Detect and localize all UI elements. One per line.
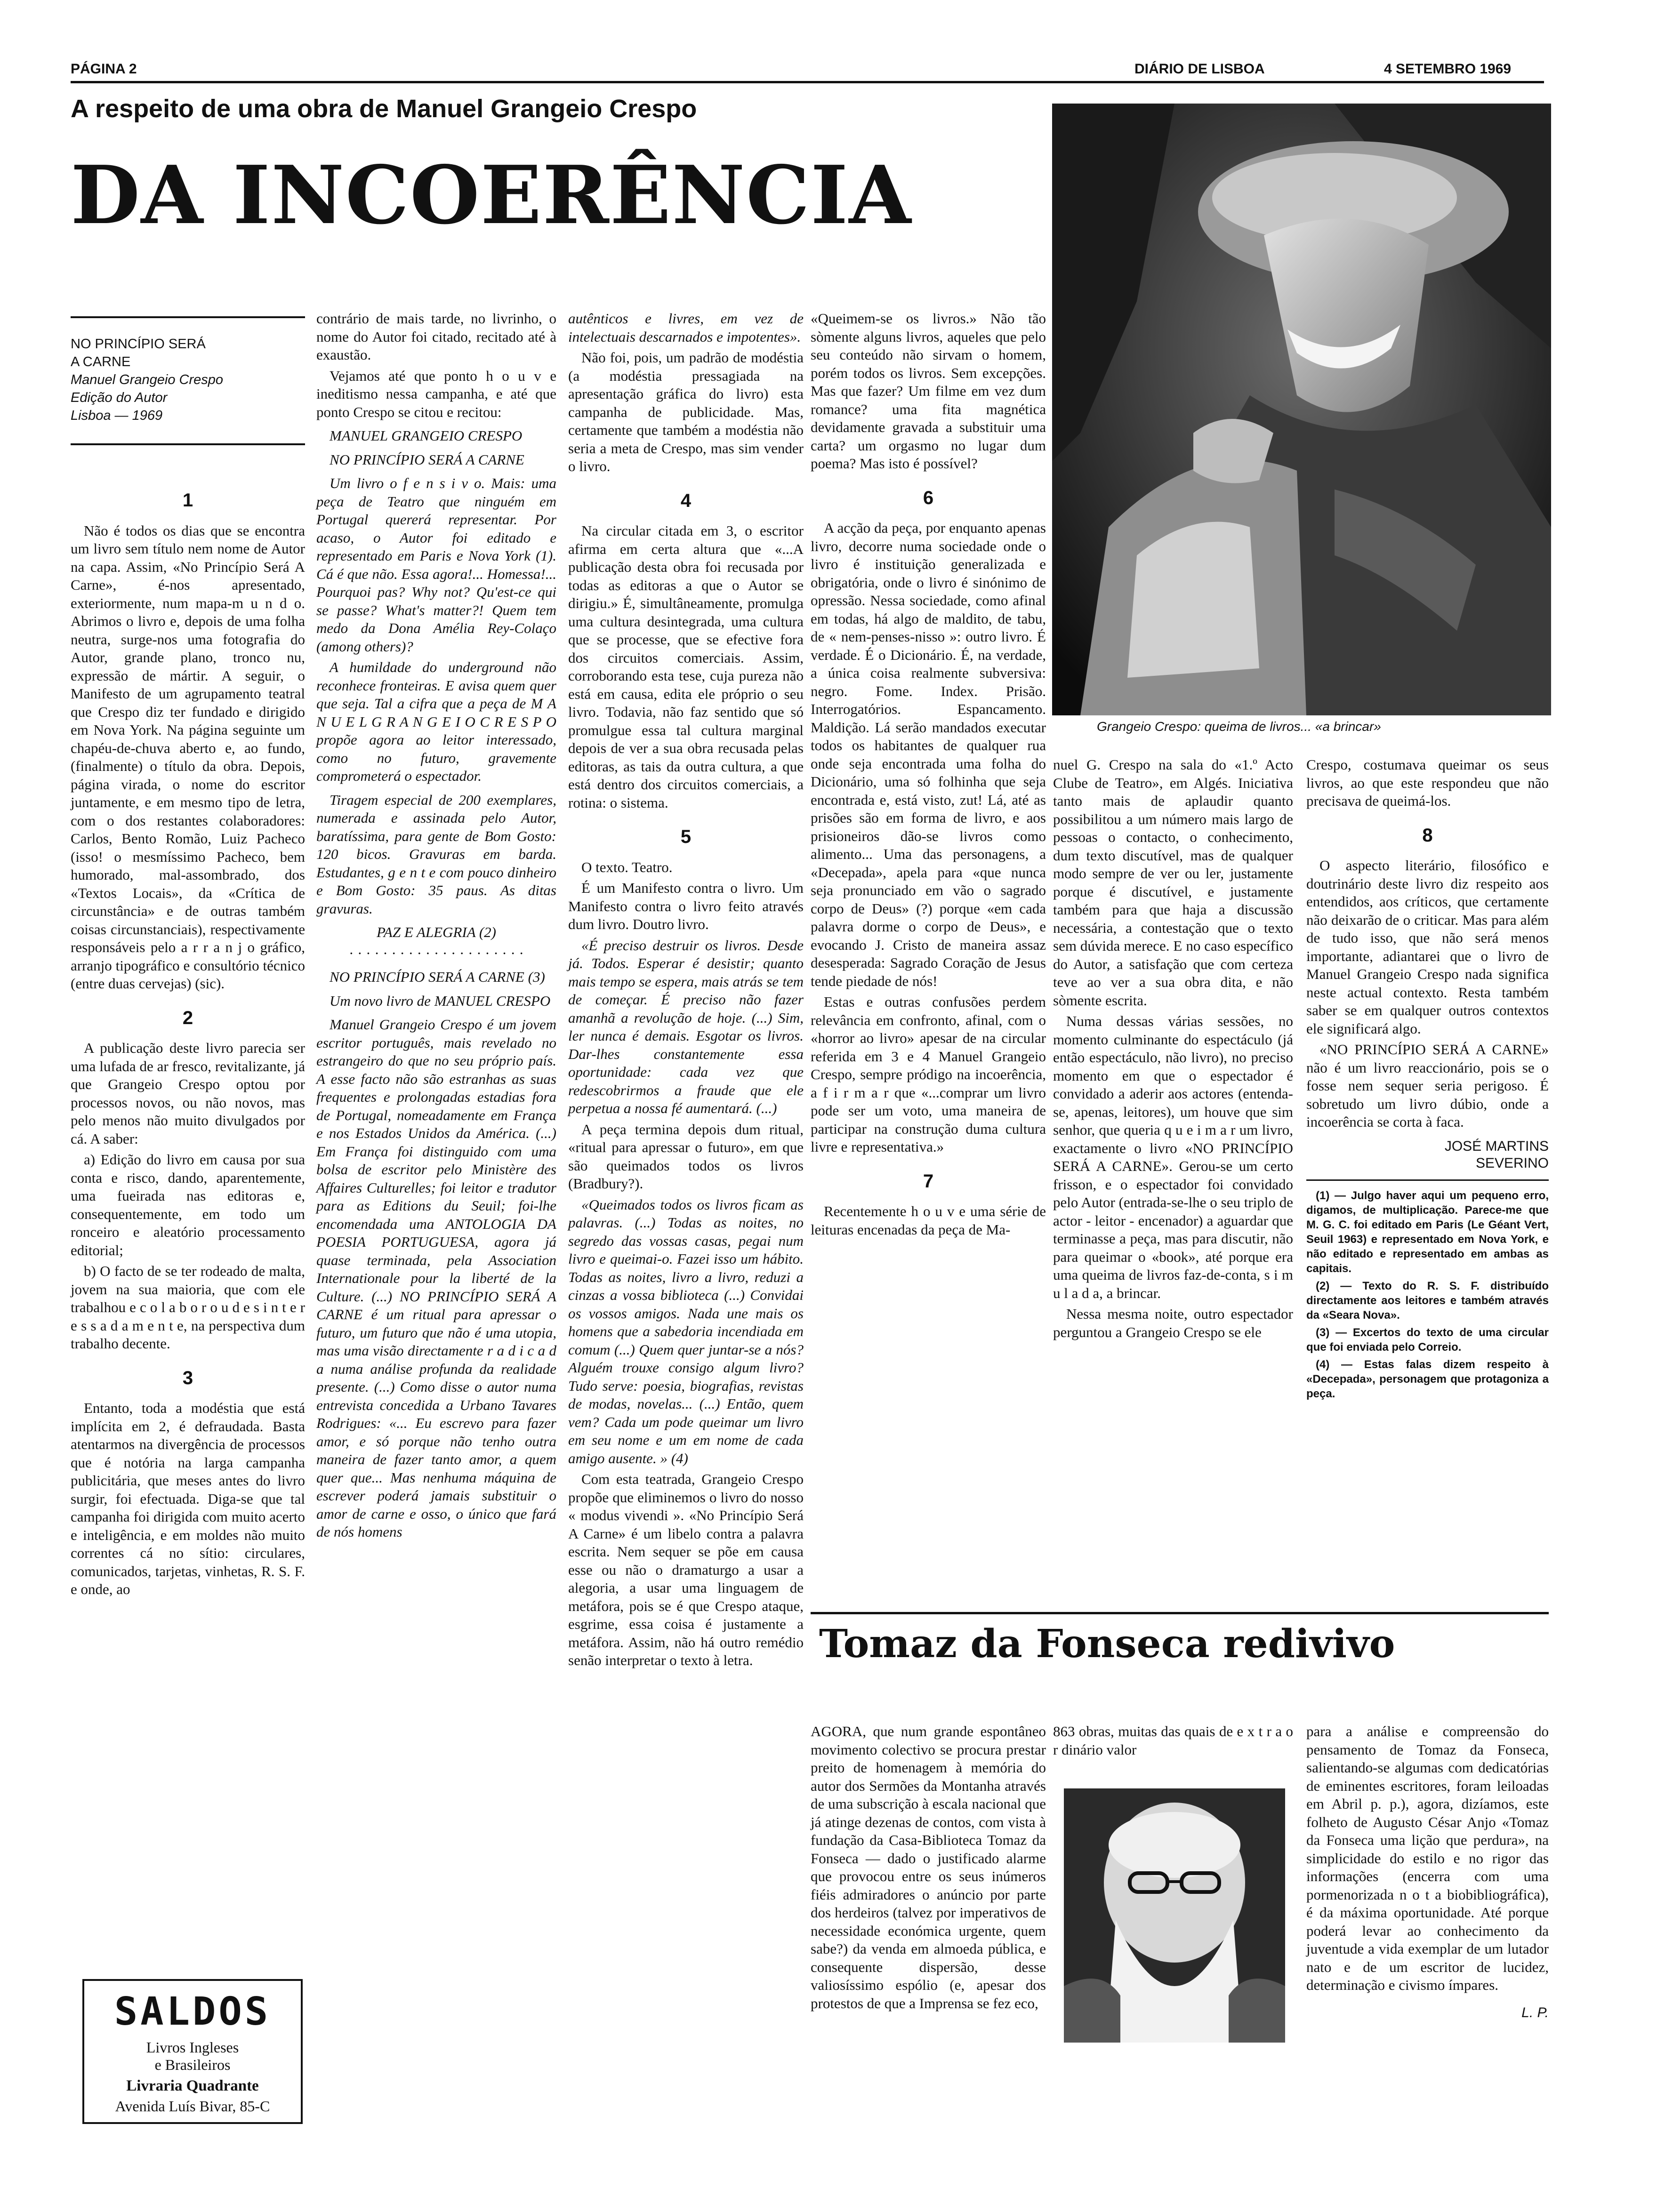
column-5 bbox=[1053, 756, 1293, 1344]
paragraph: Numa dessas várias sessões, no momento culminante do espectáculo (já então espectáculo, não livro), no preciso momento em que o espectador é convidado a aderir aos actores (entenda-se, apenas, leitores), um houve que sim senhor, que queria q u e i m a r um livro, exactamente o livro «NO PRINCÍPIO SERÁ A CARNE». Gerou-se um certo frisson, e o espectador foi convidado pelo Autor (entrada-se-lhe o seu triplo de actor - leitor - encenador) a aguardar que terminasse a peça, mas para discutir, não para queimar o «book», até porque era uma queima de livros faz-de-conta, s i m u l a d a, a brincar. bbox=[1053, 1013, 1293, 1301]
paragraph: Vejamos até que ponto h o u v e ineditismo nessa campanha, e até que ponto Crespo se citou e recitou: bbox=[316, 367, 556, 420]
ad-address: Avenida Luís Bivar, 85-C bbox=[115, 2098, 270, 2115]
tomaz-photo bbox=[1064, 1788, 1285, 2043]
paragraph: 863 obras, muitas das quais de e x t r a o r dinário valor bbox=[1053, 1723, 1293, 1758]
second-article-column-3 bbox=[1306, 1723, 1549, 2022]
book-title-line-2: A CARNE bbox=[71, 354, 131, 369]
paragraph: Na circular citada em 3, o escritor afirma em certa altura que «...A publicação desta obra foi recusada por todas as editoras a que o Autor se dirigiu.» É, simultâneamente, promulga uma cultura desintegrada, uma cultura que se processe, que se efective fora dos circuitos comerciais. Assim, corroborando esta tese, cuja pureza não está em causa, edita ele próprio o seu livro. Todavia, não faz sentido que só promulgue essa tal cultura marginal depois de ver a sua obra recusada pelas editoras, as tais da outra cultura, a que está dentro dos circuitos comerciais, a rotina: o sistema. bbox=[568, 522, 804, 811]
paragraph: Com esta teatrada, Grangeio Crespo propõe que eliminemos o livro do nosso « modus vivendi ». «No Princípio Será A Carne» é um libelo contra a palavra escrita. Nem sequer se põe em causa esse ou não o dramaturgo a usar a alegoria, a usar uma linguagem de metáfora, pois se é que Crespo ataque, esgrime, essa coisa é justamente a metáfora. Assim, não há outro remédio senão interpretar o texto à letra. bbox=[568, 1471, 804, 1668]
paragraph: A acção da peça, por enquanto apenas livro, decorre numa sociedade onde o livro é instituição generalizada e obrigatória, onde o livro é sinónimo de opressão. Nessa sociedade, como afinal em todas, há algo de maldito, de tabu, de « nem-penses-nisso »: outro livro. É verdade. É o Dicionário. É, na verdade, a única coisa realmente subversiva: negro. Fome. Index. Prisão. Interrogatórios. Espancamento. Maldição. Lá serão mandados executar todos os habitantes de qualquer rua onde seja encontrada uma folha do Dicionário, uma só folhinha que seja encontrada e, está visto, zut! Lá, até as prisões são em forma de livro, e aos prisioneiros dão-se livros como alimento... Uma das personagens, a «Decepada», apela para «que nunca seja pronunciado em vão o sagrado corpo de Deus» (?) porque «em cada palavra dorme o corpo de Deus», e evocando J. Cristo de maneira assaz desesperada: Sagrado Coração de Jesus tende piedade de nós! bbox=[811, 520, 1046, 989]
footnote: (3) — Excertos do texto de uma circular que foi enviada pelo Correio. bbox=[1306, 1326, 1549, 1354]
page-number: PÁGINA 2 bbox=[71, 61, 137, 77]
section-number: 4 bbox=[680, 490, 692, 511]
ad-line: Livros Ingleses bbox=[146, 2039, 239, 2056]
book-title-line-1: NO PRINCÍPIO SERÁ bbox=[71, 337, 206, 352]
quote: autênticos e livres, em vez de intelectuais descarnados e impotentes». bbox=[568, 310, 804, 345]
paragraph: Recentemente h o u v e uma série de leituras encenadas da peça de Ma- bbox=[811, 1203, 1046, 1238]
section-number: 8 bbox=[1422, 825, 1433, 846]
author-photo bbox=[1052, 104, 1551, 715]
paragraph: Entanto, toda a modéstia que está implícita em 2, é defraudada. Basta atentarmos na divergência de processos que é notória na larga campanha publicitária, que meses antes do livro surgir, foi efectuada. Diga-se que tal campanha foi dirigida com muito acerto e inteligência, e em moldes não muito correntes cá no sítio: circulares, comunicados, tarjetas, vinhetas, R. S. F. e onde, ao bbox=[71, 1400, 305, 1597]
section-number: 1 bbox=[182, 490, 193, 511]
header-rule bbox=[71, 81, 1544, 83]
book-reference bbox=[71, 335, 305, 425]
paragraph: Não foi, pois, um padrão de modéstia (a modéstia pressagiada na apresentação gráfica do livro) esta campanha de publicidade. Mas, certamente que também a modéstia não seria a meta de Crespo, mas sim vender o livro. bbox=[568, 349, 804, 474]
byline-line-2: SEVERINO bbox=[1475, 1155, 1549, 1171]
quote-heading: PAZ E ALEGRIA (2) bbox=[376, 924, 497, 940]
quote: A humildade do underground não reconhece fronteiras. E avisa quem quer que seja. Tal a cifra que a peça de M A N U E L G R A N G E I O C R E S P O propõe agora ao leitor interessado, como no futuro, gravemente comprometerá o espectador. bbox=[316, 659, 556, 784]
paragraph: contrário de mais tarde, no livrinho, o nome do Autor foi citado, recitado até à exaustão. bbox=[316, 310, 556, 363]
footnote: (2) — Texto do R. S. F. distribuído directamente aos leitores e também através da «Seara Nova». bbox=[1306, 1279, 1549, 1322]
photo-caption: Grangeio Crespo: queima de livros... «a brincar» bbox=[1097, 719, 1381, 734]
paragraph: a) Edição do livro em causa por sua conta e risco, dando, aparentemente, uma fueirada nas editoras e, consequentemente, em todo um ronceiro e aleatório processamento editorial; bbox=[71, 1151, 305, 1258]
section-number: 2 bbox=[182, 1007, 193, 1028]
saldos-advertisement bbox=[82, 1979, 303, 2124]
paragraph: Nessa mesma noite, outro espectador perguntou a Grangeio Crespo se ele bbox=[1053, 1306, 1293, 1340]
book-author: Manuel Grangeio Crespo bbox=[71, 372, 224, 387]
paragraph: A publicação deste livro parecia ser uma lufada de ar fresco, revitalizante, já que Grangeio Crespo optou por processos novos, ou não novos, mas pelo menos não muito divulgados por cá. A saber: bbox=[71, 1040, 305, 1147]
quote: Um novo livro de MANUEL CRESPO bbox=[330, 992, 551, 1009]
section-number: 5 bbox=[680, 826, 692, 847]
paragraph: O aspecto literário, filosófico e doutrinário deste livro diz respeito aos entendidos, aos críticos, que certamente não deixarão de o criticar. Mas para além de tudo isso, que não será menos importante, adiantarei que o livro de Manuel Grangeio Crespo nada significa neste actual contexto. Resta também saber se em qualquer outros contextos ele significará algo. bbox=[1306, 857, 1549, 1037]
biblio-rule-bottom bbox=[71, 443, 305, 445]
paragraph: AGORA, que num grande espontâneo movimento colectivo se procura prestar preito de homenagem à memória do autor dos Sermões da Montanha através de uma subscrição à escala nacional que já atinge dezenas de contos, com vista à fundação da Casa-Biblioteca Tomaz da Fonseca — dado o justificado alarme que provocou entre os seus inúmeros fiéis admiradores o anúncio por parte dos herdeiros (talvez por imperativos de necessidade económica urgente, quem sabe?) da venda em almoeda pública, e consequente dispersão, desse valiosíssimo espólio (e, apesar dos protestos de que a Imprensa se fez eco, bbox=[811, 1723, 1046, 2012]
section-number: 7 bbox=[923, 1170, 934, 1192]
column-3 bbox=[568, 310, 804, 1673]
quote: NO PRINCÍPIO SERÁ A CARNE bbox=[330, 451, 524, 468]
paragraph: nuel G. Crespo na sala do «1.º Acto Clube de Teatro», em Algés. Iniciativa tanto mais de aplaudir quanto possibilitou a um número mais largo de pessoas o contacto, o conhecimento, dum texto discutível, mas de qualquer modo sempre de ver ou ler, justamente porque é discutível, e justamente também para que haja a discussão necessária, a contestação que o texto sem dúvida merece. E no caso específico do Autor, a satisfação que com certeza teve ao ver a sua obra dita, e não sòmente escrita. bbox=[1053, 756, 1293, 1009]
paragraph: Não é todos os dias que se encontra um livro sem título nem nome de Autor na capa. Assim, «No Princípio Será A Carne», é-nos apresentado, exteriormente, num mapa-m u n d o. Abrimos o livro e, depois de uma folha neutra, surge-nos uma fotografia do Autor, grande plano, tronco nu, expressão de mártir. A seguir, o Manifesto de um agrupamento teatral que Crespo diz ter fundado e dirigido em Nova York. Na página seguinte um chapéu-de-chuva aberto e, ao fundo, (finalmente) o título da obra. Depois, página virada, o nome do escritor juntamente, e em mesmo tipo de letra, com o dos restantes colaboradores: Carlos, Bento Romão, Luiz Pacheco (isso! o mesmíssimo Pacheco, bem humorado, mal-assombrado, dos «Textos Locais», da «Crítica de circunstância» e de outras também coisas circunstanciais), respectivamente responsáveis pelo a r r a n j o gráfico, arranjo tipográfico e consultório técnico (entre duas cervejas) (sic). bbox=[71, 522, 305, 992]
paragraph: «Queimem-se os livros.» Não tão sòmente alguns livros, aqueles que pelo seu conteúdo não sirvam o homem, porém todos os livros. Sem excepções. Mas que fazer? Um filme em vez dum romance? uma fita magnética devidamente gravada a substituir uma carta? um orgasmo no lugar dum poema? Mas isto é possível? bbox=[811, 310, 1046, 472]
paragraph: para a análise e compreensão do pensamento de Tomaz da Fonseca, salientando-se algumas com dedicatórias de eminentes escritores, foram leiloadas em Abril p. p.), agora, dizíamos, este folheto de Augusto César Anjo «Tomaz da Fonseca uma lição que perdura», na simplicidade do estilo e no rigor das informações (encerra com uma pormenorizada n o t a biobibliográfica), é da máxima oportunidade. Até porque poderá levar ao conhecimento da juventude a vida exemplar de um lutador nato e de um escritor de lucidez, determinação e civismo ímpares. bbox=[1306, 1723, 1549, 1993]
footnote: (1) — Julgo haver aqui um pequeno erro, digamos, de multiplicação. Parece-me que M. G. C. foi editado em Paris (Le Géant Vert, Seuil 1963) e representado em Nova York, e não editado e representado em ambas as capitais. bbox=[1306, 1189, 1549, 1275]
paragraph: «NO PRINCÍPIO SERÁ A CARNE» não é um livro reaccionário, pois se o fosse nem sequer seria perigoso. É sobretudo um livro dúbio, onde a incoerência se corta à faca. bbox=[1306, 1041, 1549, 1130]
column-2 bbox=[316, 310, 556, 1544]
footnotes bbox=[1306, 1188, 1549, 1401]
quote: «É preciso destruir os livros. Desde já. Todos. Esperar é desistir; quanto mais tempo se espera, mais atrás se tem de começar. É preciso não fazer amanhã a revolução de hoje. (...) Sim, ler nunca é demais. Esgotar os livros. Dar-lhes constantemente essa oportunidade: cada vez que redescobrirmos a fraude que ele perpetua a nossa fé aumentará. (...) bbox=[568, 937, 804, 1116]
portrait-image bbox=[1064, 1788, 1285, 2043]
paragraph: Crespo, costumava queimar os seus livros, ao que este respondeu que não precisava de queimá-los. bbox=[1306, 756, 1549, 809]
column-6 bbox=[1306, 756, 1549, 1404]
second-article-column-2-top bbox=[1053, 1723, 1293, 1762]
newspaper-name: DIÁRIO DE LISBOA bbox=[1134, 61, 1265, 77]
quote: MANUEL GRANGEIO CRESPO bbox=[330, 427, 523, 444]
second-article-rule bbox=[811, 1612, 1549, 1614]
quote-heading: NO PRINCÍPIO SERÁ A CARNE (3) bbox=[330, 969, 545, 985]
article-title: DA INCOERÊNCIA bbox=[71, 148, 912, 242]
notes-rule bbox=[1306, 1179, 1549, 1181]
quote: Um livro o f e n s i v o. Mais: uma peça de Teatro que ninguém em Portugal quererá representar. Por acaso, o Autor foi editado e representado em Paris e Nova York (1). Cá é que não. Essa agora!... Homessa!... Pourquoi pas? Why not? Qu'est-ce qui se passe? What's matter?! Quem tem medo da Dona Amélia Rey-Colaço (among others)? bbox=[316, 475, 556, 655]
biblio-rule-top bbox=[71, 316, 305, 318]
ad-title: SALDOS bbox=[114, 1989, 271, 2034]
ad-line: e Brasileiros bbox=[154, 2056, 231, 2073]
paragraph: A peça termina depois dum ritual, «ritual para apressar o futuro», em que são queimados todos os livros (Bradbury?). bbox=[568, 1121, 804, 1192]
quote: Tiragem especial de 200 exemplares, numerada e assinada pelo Autor, baratíssima, para gente de Bom Gosto: 120 bicos. Gravuras em barda. Estudantes, g e n t e com pouco dinheiro e Bom Gosto: 35 paus. As ditas gravuras. bbox=[316, 791, 556, 917]
byline-line-1: JOSÉ MARTINS bbox=[1444, 1138, 1549, 1154]
column-4 bbox=[811, 310, 1046, 1242]
column-1 bbox=[71, 475, 305, 1602]
paragraph: Estas e outras confusões perdem relevância em confronto, afinal, com o «horror ao livro» apesar de na circular referida em 3 e 4 Manuel Grangeio Crespo, sempre pródigo na incoerência, a f i r m a r que «...comprar um livro pode ser um voto, uma maneira de participar na construção duma cultura livre e representativa.» bbox=[811, 994, 1046, 1155]
paragraph: b) O facto de se ter rodeado de malta, jovem na sua maioria, que com ele trabalhou e c o l a b o r o u d e s i n t e r e s s a d a m e n t e, na perspectiva dum trabalho decente. bbox=[71, 1263, 305, 1352]
ad-bookshop: Livraria Quadrante bbox=[126, 2077, 259, 2094]
paragraph: É um Manifesto contra o livro. Um Manifesto contra o livro feito através dum livro. Doutro livro. bbox=[568, 880, 804, 932]
quote: Manuel Grangeio Crespo é um jovem escritor português, mais revelado no estrangeiro do que no seu próprio país. A esse facto não são estranhas as suas frequentes e prolongadas estadias fora de Portugal, nomeadamente em França e nos Estados Unidos da América. (...) Em França foi distinguido com uma bolsa de escritor pelo Ministère des Affaires Culturelles; foi leitor e tradutor para as Editions du Seuil; foi-lhe encomendada uma ANTOLOGIA DA POESIA PORTUGUESA, agora já quase terminada, pela Association Internationale pour la liberté de la Culture. (...) NO PRINCÍPIO SERÁ A CARNE é um ritual para apressar o futuro, um futuro que não é uma utopia, mas uma visão directamente r a d i c a d a numa análise profunda da realidade presente. (...) Como disse o autor numa entrevista concedida a Urbano Tavares Rodrigues: «... Eu escrevo para fazer amor, e só porque não tenho outra maneira de fazer tanto amor, a quem quer que... Mas nenhuma máquina de escrever poderá jamais substituir o amor de carne e osso, o único que fará de nós homens bbox=[316, 1016, 556, 1540]
footnote: (4) — Estas falas dizem respeito à «Decepada», personagem que protagoniza a peça. bbox=[1306, 1358, 1549, 1400]
section-number: 6 bbox=[923, 487, 934, 508]
section-number: 3 bbox=[182, 1367, 193, 1388]
second-article-column-1 bbox=[811, 1723, 1046, 2015]
ellipsis-line: · · · · · · · · · · · · · · · · · · · · · bbox=[349, 945, 524, 962]
book-publisher: Edição do Autor bbox=[71, 390, 168, 405]
quote: «Queimados todos os livros ficam as palavras. (...) Todas as noites, no segredo das vossas casas, pegai num livro e queimai-o. Fazei isso um hábito. Todas as noites, livro a livro, reduzi a cinzas a vossa biblioteca (...) Convidai os vossos amigos. Nada une mais os homens que a sabedoria incendiada em comum (...) Quem quer juntar-se a nós? Alguém trouxe consigo algum livro? Tudo serve: poesia, biografias, revistas de modas, novelas... (...) Então, quem vem? Cada um pode queimar um livro em seu nome e um em nome de cada amigo ausente. » (4) bbox=[568, 1196, 804, 1467]
issue-date: 4 SETEMBRO 1969 bbox=[1384, 61, 1512, 77]
paragraph: O texto. Teatro. bbox=[581, 858, 673, 875]
signature: L. P. bbox=[1521, 2004, 1549, 2020]
book-place-year: Lisboa — 1969 bbox=[71, 408, 163, 423]
second-article-title: Tomaz da Fonseca redivivo bbox=[819, 1621, 1395, 1667]
article-kicker: A respeito de uma obra de Manuel Grangeio Crespo bbox=[71, 95, 697, 123]
photo-image bbox=[1052, 104, 1551, 715]
byline bbox=[1306, 1138, 1549, 1172]
